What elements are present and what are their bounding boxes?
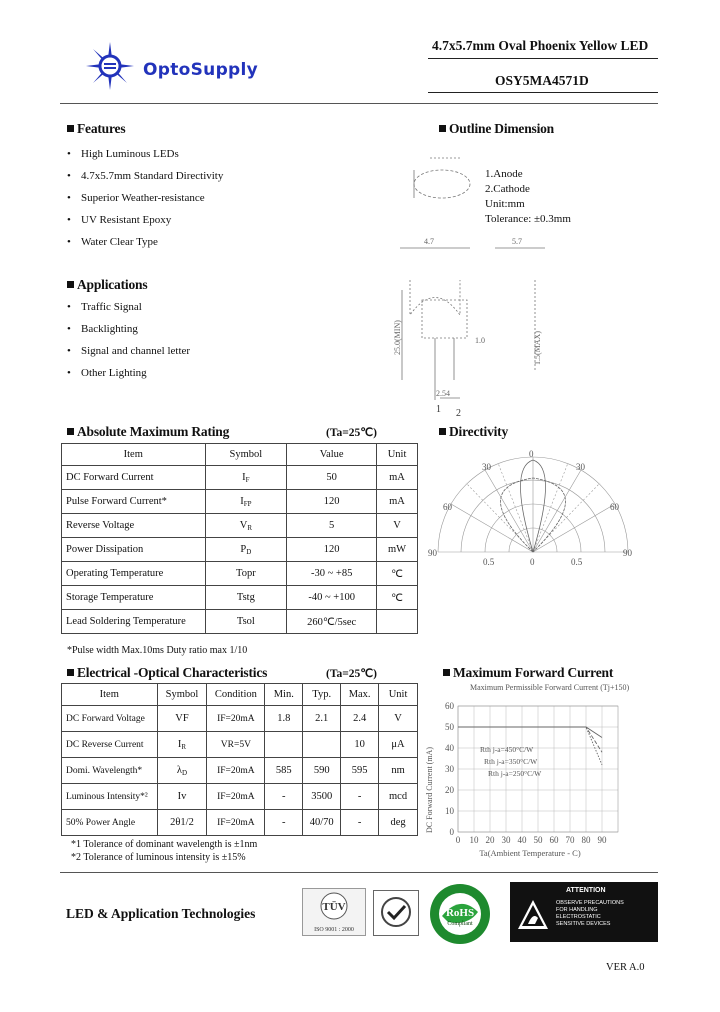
unit-cell: mcd: [379, 784, 418, 810]
table-row: [62, 586, 418, 610]
company-name: LED & Application Technologies: [66, 906, 256, 921]
angle-label: 90: [428, 548, 437, 558]
part-underline: [428, 92, 658, 93]
symbol-cell: $I_F$: [205, 466, 287, 490]
x-tick-label: 10: [469, 835, 479, 845]
directivity-polar-plot: [428, 448, 638, 572]
abs-max-table: [61, 443, 418, 634]
section-bullet-icon: [67, 281, 74, 288]
footnote: *1 Tolerance of dominant wavelength is ±1nm: [71, 839, 258, 850]
table-row: [62, 732, 418, 758]
electrical-heading: Electrical -Optical Characteristics: [67, 665, 267, 681]
title-underline: [428, 58, 658, 59]
radial-label: 0.5: [483, 557, 495, 567]
part-number: OSY5MA4571D: [495, 73, 589, 88]
y-tick-label: 30: [445, 764, 454, 774]
abs-max-heading: Absolute Maximum Rating: [67, 424, 229, 440]
symbol-cell: $V_R$: [205, 514, 287, 538]
min-cell: [265, 732, 303, 758]
table-header-row: [62, 444, 418, 466]
item-cell: DC Reverse Current: [62, 732, 158, 758]
unit-note: Unit:mm: [485, 198, 525, 210]
value-cell: 120: [287, 538, 377, 562]
table-row: [62, 466, 418, 490]
version-label: VER A.0: [606, 962, 645, 973]
symbol-cell: $I_R$: [157, 732, 207, 758]
esd-line: SENSITIVE DEVICES: [556, 921, 611, 927]
column-header: Item: [62, 444, 206, 466]
list-item: • Water Clear Type: [67, 231, 223, 253]
tolerance-note: Tolerance: ±0.3mm: [485, 213, 571, 225]
y-tick-label: 40: [445, 743, 454, 753]
symbol-cell: Tsol: [205, 610, 287, 634]
svg-text:TÜV: TÜV: [322, 901, 346, 913]
max-cell: 595: [341, 758, 379, 784]
value-cell: -40 ~ +100: [287, 586, 377, 610]
series-line-1: [458, 727, 602, 738]
esd-warning: [510, 882, 658, 942]
condition-cell: IF=20mA: [207, 706, 265, 732]
section-bullet-icon: [67, 125, 74, 132]
condition-cell: IF=20mA: [207, 810, 265, 836]
table-row: [62, 758, 418, 784]
x-tick-label: 60: [549, 835, 559, 845]
y-tick-label: 60: [445, 701, 454, 711]
iso-label: ISO 9001 : 2000: [314, 927, 354, 933]
product-title: 4.7x5.7mm Oval Phoenix Yellow LED: [432, 38, 649, 53]
angle-label: 60: [443, 502, 452, 512]
angle-label: 30: [576, 462, 585, 472]
esd-line: ELECTROSTATIC: [556, 914, 601, 920]
electrical-notes: [71, 838, 257, 864]
x-tick-label: 50: [533, 835, 543, 845]
dim-label: 1.0: [475, 336, 485, 345]
electrical-condition: (Ta=25℃): [326, 668, 377, 680]
y-axis-label: DC Forward Current (mA): [425, 747, 434, 833]
symbol-cell: Topr: [205, 562, 287, 586]
directivity-chart: [428, 448, 638, 572]
forward-current-plot: [418, 692, 628, 862]
pin-note: 2.Cathode: [485, 183, 530, 195]
y-tick-label: 20: [445, 785, 454, 795]
symbol-cell: $I_{FP}$: [205, 490, 287, 514]
footnote: *2 Tolerance of luminous intensity is ±15%: [71, 852, 246, 863]
features-heading: Features: [67, 121, 125, 137]
x-tick-label: 0: [455, 835, 461, 845]
rohs-label: RoHS: [445, 907, 475, 919]
column-header: Min.: [265, 684, 303, 706]
y-tick-label: 10: [445, 806, 454, 816]
y-tick-label: 0: [449, 827, 454, 837]
dim-label: 5.7: [512, 237, 522, 246]
condition-cell: IF=20mA: [207, 784, 265, 810]
item-cell: 50% Power Angle: [62, 810, 158, 836]
table-row: [62, 810, 418, 836]
min-cell: 585: [265, 758, 303, 784]
item-cell: Lead Soldering Temperature: [62, 610, 206, 634]
curve-label: Rth j-a=450°C/W: [480, 745, 534, 754]
table-row: [62, 538, 418, 562]
unit-cell: [377, 610, 418, 634]
max-cell: 10: [341, 732, 379, 758]
symbol-cell: VF: [157, 706, 207, 732]
column-header: Unit: [379, 684, 418, 706]
item-cell: Domi. Wavelength*: [62, 758, 158, 784]
unit-cell: μA: [379, 732, 418, 758]
table-row: [62, 610, 418, 634]
max-forward-heading: Maximum Forward Current: [443, 665, 613, 681]
section-bullet-icon: [439, 428, 446, 435]
footer-rule: [60, 872, 658, 873]
min-cell: -: [265, 810, 303, 836]
value-cell: 50: [287, 466, 377, 490]
directivity-heading: Directivity: [439, 424, 508, 440]
pin-label: 2: [456, 408, 461, 419]
features-list: [67, 143, 223, 253]
applications-heading: Applications: [67, 277, 147, 293]
rohs-badge: [428, 882, 492, 946]
x-tick-label: 30: [501, 835, 511, 845]
angle-label: 60: [610, 502, 619, 512]
unit-cell: ℃: [377, 586, 418, 610]
rohs-sub-label: Compliant: [447, 921, 473, 927]
symbol-cell: 2θ1/2: [157, 810, 207, 836]
table-row: [62, 514, 418, 538]
typ-cell: 40/70: [303, 810, 341, 836]
min-cell: -: [265, 784, 303, 810]
angle-label: 0: [529, 449, 534, 459]
table-row: [62, 706, 418, 732]
list-item: • High Luminous LEDs: [67, 143, 223, 165]
header-rule: [60, 103, 658, 104]
electrical-table: [61, 683, 418, 836]
max-forward-chart: [418, 692, 628, 862]
esd-text: [556, 900, 624, 928]
table-row: [62, 490, 418, 514]
logo-star-icon: [84, 40, 136, 92]
quality-cert-logo: [373, 890, 419, 936]
item-cell: DC Forward Current: [62, 466, 206, 490]
unit-cell: mA: [377, 466, 418, 490]
max-forward-subtitle: Maximum Permissible Forward Current (Tj+150): [470, 683, 630, 692]
esd-line: OBSERVE PRECAUTIONS: [556, 900, 624, 906]
column-header: Item: [62, 684, 158, 706]
min-cell: 1.8: [265, 706, 303, 732]
section-bullet-icon: [439, 125, 446, 132]
column-header: Unit: [377, 444, 418, 466]
tuv-cert-logo: [302, 888, 366, 936]
radial-label: 0: [530, 557, 535, 567]
column-header: Symbol: [157, 684, 207, 706]
dim-label: 4.7: [424, 237, 434, 246]
typ-cell: 3500: [303, 784, 341, 810]
pin-note: 1.Anode: [485, 168, 523, 180]
x-tick-label: 40: [517, 835, 527, 845]
max-cell: 2.4: [341, 706, 379, 732]
item-cell: Reverse Voltage: [62, 514, 206, 538]
logo: [84, 40, 136, 92]
item-cell: Power Dissipation: [62, 538, 206, 562]
symbol-cell: Iv: [157, 784, 207, 810]
abs-max-condition: (Ta=25℃): [326, 427, 377, 439]
curve-label: Rth j-a=350°C/W: [484, 757, 538, 766]
esd-line: FOR HANDLING: [556, 907, 598, 913]
x-tick-label: 20: [485, 835, 495, 845]
item-cell: Storage Temperature: [62, 586, 206, 610]
abs-max-note: *Pulse width Max.10ms Duty ratio max 1/10: [67, 645, 248, 656]
curve-label: Rth j-a=250°C/W: [488, 769, 542, 778]
symbol-cell: $\lambda_D$: [157, 758, 207, 784]
symbol-cell: Tstg: [205, 586, 287, 610]
unit-cell: deg: [379, 810, 418, 836]
brand-name: OptoSupply: [143, 60, 259, 80]
outline-heading: Outline Dimension: [439, 121, 554, 137]
esd-warning-icon: [516, 898, 550, 932]
unit-cell: mW: [377, 538, 418, 562]
typ-cell: 590: [303, 758, 341, 784]
unit-cell: V: [377, 514, 418, 538]
table-header-row: [62, 684, 418, 706]
list-item: • Other Lighting: [67, 362, 190, 384]
column-header: Typ.: [303, 684, 341, 706]
esd-title: ATTENTION: [566, 887, 606, 894]
list-item: • Backlighting: [67, 318, 190, 340]
list-item: • 4.7x5.7mm Standard Directivity: [67, 165, 223, 187]
condition-cell: IF=20mA: [207, 758, 265, 784]
item-cell: Pulse Forward Current*: [62, 490, 206, 514]
list-item: • Traffic Signal: [67, 296, 190, 318]
item-cell: Operating Temperature: [62, 562, 206, 586]
section-bullet-icon: [443, 669, 450, 676]
symbol-cell: $P_D$: [205, 538, 287, 562]
unit-cell: ℃: [377, 562, 418, 586]
section-bullet-icon: [67, 669, 74, 676]
section-bullet-icon: [67, 428, 74, 435]
item-cell: DC Forward Voltage: [62, 706, 158, 732]
value-cell: 120: [287, 490, 377, 514]
dim-label: 1.5(MAX): [533, 331, 542, 365]
condition-cell: VR=5V: [207, 732, 265, 758]
list-item: • UV Resistant Epoxy: [67, 209, 223, 231]
dim-label: 2.54: [436, 389, 450, 398]
value-cell: 260℃/5sec: [287, 610, 377, 634]
x-axis-label: Ta(Ambient Temperature - C): [479, 848, 581, 858]
value-cell: -30 ~ +85: [287, 562, 377, 586]
angle-label: 90: [623, 548, 632, 558]
list-item: • Superior Weather-resistance: [67, 187, 223, 209]
x-tick-label: 90: [597, 835, 607, 845]
y-tick-label: 50: [445, 722, 454, 732]
max-cell: -: [341, 784, 379, 810]
applications-list: [67, 296, 190, 384]
pin-label: 1: [436, 404, 441, 415]
x-tick-label: 80: [581, 835, 591, 845]
table-row: [62, 784, 418, 810]
column-header: Symbol: [205, 444, 287, 466]
item-cell: Luminous Intensity*²: [62, 784, 158, 810]
list-item: • Signal and channel letter: [67, 340, 190, 362]
column-header: Condition: [207, 684, 265, 706]
dim-label: 25.0(MIN): [393, 320, 402, 355]
typ-cell: 2.1: [303, 706, 341, 732]
angle-label: 30: [482, 462, 491, 472]
value-cell: 5: [287, 514, 377, 538]
table-row: [62, 562, 418, 586]
unit-cell: mA: [377, 490, 418, 514]
max-cell: -: [341, 810, 379, 836]
outline-notes: [485, 167, 571, 227]
unit-cell: nm: [379, 758, 418, 784]
x-tick-label: 70: [565, 835, 575, 845]
radial-label: 0.5: [571, 557, 583, 567]
column-header: Value: [287, 444, 377, 466]
column-header: Max.: [341, 684, 379, 706]
typ-cell: [303, 732, 341, 758]
unit-cell: V: [379, 706, 418, 732]
